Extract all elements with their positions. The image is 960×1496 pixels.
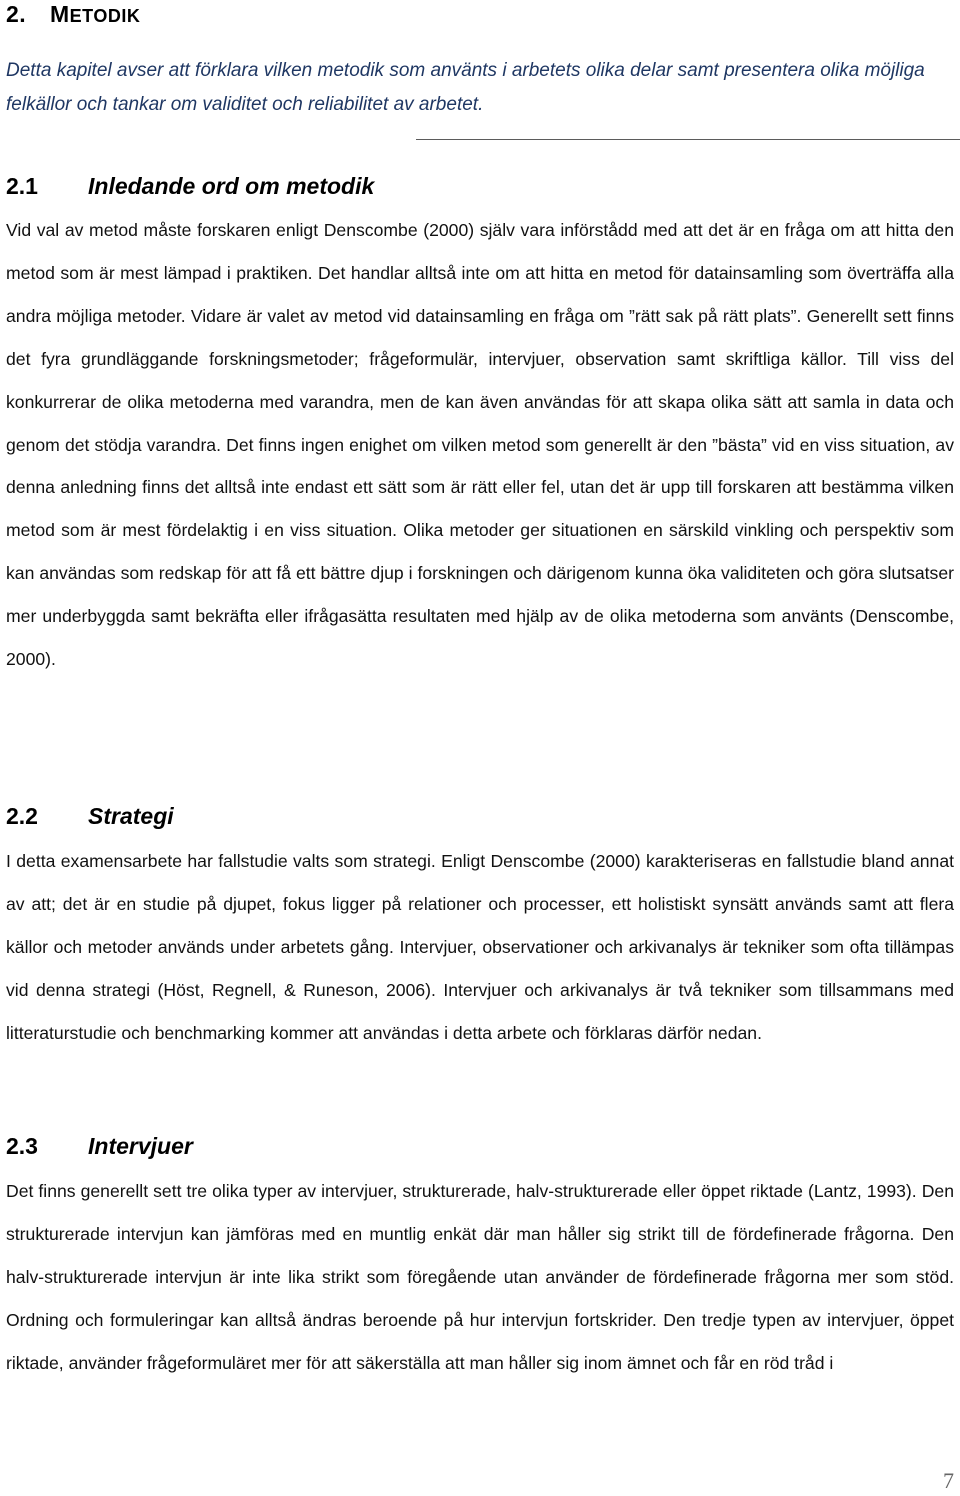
section-title: Strategi — [88, 803, 174, 829]
section-heading-2-3 — [6, 1131, 193, 1161]
section-heading-2-2 — [6, 801, 174, 831]
chapter-title-rest: ETODIK — [69, 6, 141, 26]
section-body-2-1: Vid val av metod måste forskaren enligt Denscombe (2000) själv vara införstådd med att det är en fråga om att hitta den metod som är mest lämpad i praktiken. Det handlar alltså inte om att hitta en metod för datainsamling som överträffa alla andra möjliga metoder. Vidare är valet av metod vid datainsamling en fråga om ”rätt sak på rätt plats”. Generellt sett finns det fyra grundläggande forskningsmetoder; frågeformulär, intervjuer, observation samt skriftliga källor. Till viss del konkurrerar de olika metoderna med varandra, men de kan även användas för att skapa olika sätt att samla in data och genom det stödja varandra. Det finns ingen enighet om vilken metod som generellt är den ”bästa” vid en viss situation, av denna anledning finns det alltså inte endast ett sätt som är rätt eller fel, utan det är upp till forskaren att bestämma vilken metod som är mest fördelaktig i en viss situation. Olika metoder ger situationen en särskild vinkling och perspektiv som kan användas som redskap för att få ett bättre djup i forskningen och därigenom kunna öka validiteten och göra slutsatser mer underbyggda samt bekräfta eller ifrågasätta resultaten med hjälp av de olika metoderna som använts (Denscombe, 2000). — [6, 220, 954, 670]
page-number: 7 — [943, 1468, 954, 1493]
section-title: Intervjuer — [88, 1133, 193, 1159]
divider-line — [416, 139, 960, 140]
section-number: 2.3 — [6, 1133, 38, 1159]
section-title: Inledande ord om metodik — [88, 173, 375, 199]
section-number: 2.1 — [6, 173, 38, 199]
chapter-heading — [6, 0, 140, 30]
section-body-2-2: I detta examensarbete har fallstudie valts som strategi. Enligt Denscombe (2000) karakteriseras en fallstudie bland annat av att; det är en studie på djupet, fokus ligger på relationer och processer, ett holistiskt synsätt används samt att flera källor och metoder används under arbetets gång. Intervjuer, observationer och arkivanalys är tekniker som ofta tillämpas vid denna strategi (Höst, Regnell, & Runeson, 2006). Intervjuer och arkivanalys är två tekniker som tillsammans med litteraturstudie och benchmarking kommer att användas i detta arbete och förklaras därför nedan. — [6, 851, 954, 1043]
section-body-2-3: Det finns generellt sett tre olika typer av intervjuer, strukturerade, halv-strukturerade eller öppet riktade (Lantz, 1993). Den strukturerade intervjun kan jämföras med en muntlig enkät där man håller sig strikt till de fördefinerade frågorna. Den halv-strukturerade intervjun är inte lika strikt som föregående utan använder de fördefinerade frågorna mer som stöd. Ordning och formuleringar kan alltså ändras beroende på hur intervjun fortskrider. Den tredje typen av intervjuer, öppet riktade, använder frågeformuläret mer för att säkerställa att man håller sig inom ämnet och får en röd tråd i — [6, 1181, 954, 1373]
section-heading-2-1 — [6, 171, 374, 201]
section-number: 2.2 — [6, 803, 38, 829]
chapter-title-first: M — [49, 1, 70, 27]
chapter-intro: Detta kapitel avser att förklara vilken metodik som använts i arbetets olika delar samt presentera olika möjliga felkällor och tankar om validitet och reliabilitet av arbetet. — [6, 60, 925, 115]
chapter-number: 2. — [6, 1, 27, 27]
